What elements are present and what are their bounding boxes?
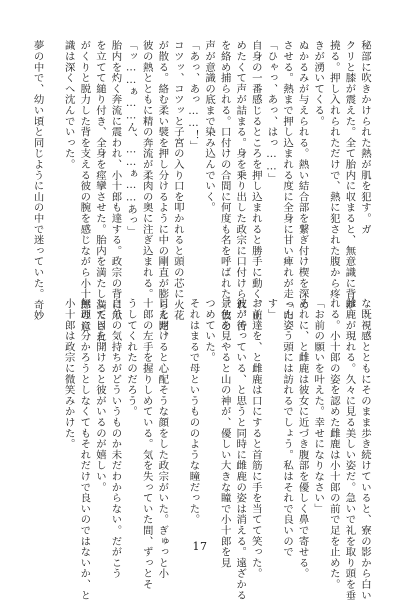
text-line: 「お前の願いを叶えた。幸せになりなさい」: [312, 298, 325, 514]
text-line: 目を開けると心配そうな顔をした政宗がいた。ぎゅっと小: [156, 298, 169, 579]
text-line: れる。小十郎の姿を認めた雌鹿は小十郎の前で足を止めた。: [327, 298, 340, 590]
text-line: な既視感とともにそのまま歩き続けていると、寮の影から白い: [359, 298, 371, 600]
text-line: 「ひゃっ、あっ、はっ……」: [265, 40, 278, 184]
text-line: 「あっ、あっ……！」: [187, 40, 200, 152]
text-line: を立てて縋り付き、全身を痙攣させた。胎内を満たし満たされ、: [93, 40, 106, 354]
text-line: 「ッ……ぁ……ん、……ぁ……あっ」: [125, 40, 138, 237]
text-line: 夢の中で、幼い頃と同じように山の中で迷っていた。奇妙: [31, 40, 44, 321]
text-line: 彼が待っている、と思うと同時に雌鹿の姿は消える。遠ざかる: [234, 298, 247, 600]
text-line: がくりと脱力した背を支える彼の腕を感じながら小十郎の意: [78, 40, 91, 332]
text-line: 声が意識の底まで染み込んでいく。: [203, 40, 216, 213]
text-line: す」: [265, 298, 278, 320]
text-line: それはまるで母というもののような瞳だった。: [187, 298, 200, 525]
text-line: クリと膝が震えた。全て胎内に収まると、無意識に背が: [343, 40, 356, 310]
text-line: ぬかるみが与えられる。熱い結合部を繋ぎ付け楔を深め: [296, 40, 309, 310]
text-line: 小十郎は政宗に微笑みかけた。: [62, 298, 75, 450]
text-line: 十郎の左手を握りしめている。気を失っていた間、ずっとそ: [140, 298, 153, 590]
text-line: めたくて声が詰まる。身を乗り出した政宗に口付けられ、舌: [234, 40, 247, 332]
text-line: うしてくれたのだろう。: [125, 298, 138, 417]
text-line: して目を開けると彼がいるのが嬉しい。: [93, 298, 106, 493]
text-line: 秘部に吹きかけられた熱が肌を犯す。ガ: [359, 40, 371, 235]
text-line: お前達を、と雌鹿は口にすると首筋に手を当てて笑った。: [249, 298, 262, 579]
text-line: 「山姿う頭には訪れるでしょう。私はそれで良いので: [281, 298, 294, 558]
text-line: 撓る。押し入れられただけで、熱に犯された腹から疼: [327, 40, 340, 300]
text-line: [45, 40, 61, 276]
text-line: させる。熱まで押し込まれる度に全身に甘い痺れが走った。: [281, 40, 294, 332]
page-number: 17: [192, 540, 208, 553]
text-line: 雌鹿が現れる。久々に見る美しい姿だ。急いで礼を取り頭を垂: [343, 298, 356, 600]
text-line: が散る。絡む柔い襞を押し分けるように中の剛直が膨らんだ。: [156, 40, 169, 343]
text-line: 自身の一番感じるところを押し込まれると勝手に動く。止: [249, 40, 262, 321]
text-line: 胎内を灼く奔流に震われ、小十郎も達する。政宗の背に爪: [109, 40, 122, 321]
text-line: 景色を見やると山の神が、優しい大きな瞳で小十郎を見: [218, 298, 231, 568]
text-line: つめていた。: [203, 298, 216, 363]
text-line: コツッ、コツッと子宮の入り口を叩かれると頭の芯に火花: [171, 40, 184, 321]
text-line: 無理に分かろうとしなくてもそれだけで良いのではないか、と: [78, 298, 91, 600]
text-line: 識は深くへ沈んでいった。: [62, 40, 75, 170]
text-line: それに、と雌鹿は彼女に近づき腹部を優しく鼻で寄せる。: [296, 298, 309, 579]
text-line: 彼の熱とともに精の奔流が柔肉の奥に注ぎ込まれる。: [140, 40, 153, 300]
text-line: を絡め捕られる。口付けの合間に何度も名を呼ばれた。彼の: [218, 40, 231, 332]
text-line: 自分の気持ちがどういうものか未だわからない。だがこう: [109, 298, 122, 579]
text-line: きが湧いてくる。: [312, 40, 325, 127]
text-line: [169, 298, 185, 524]
